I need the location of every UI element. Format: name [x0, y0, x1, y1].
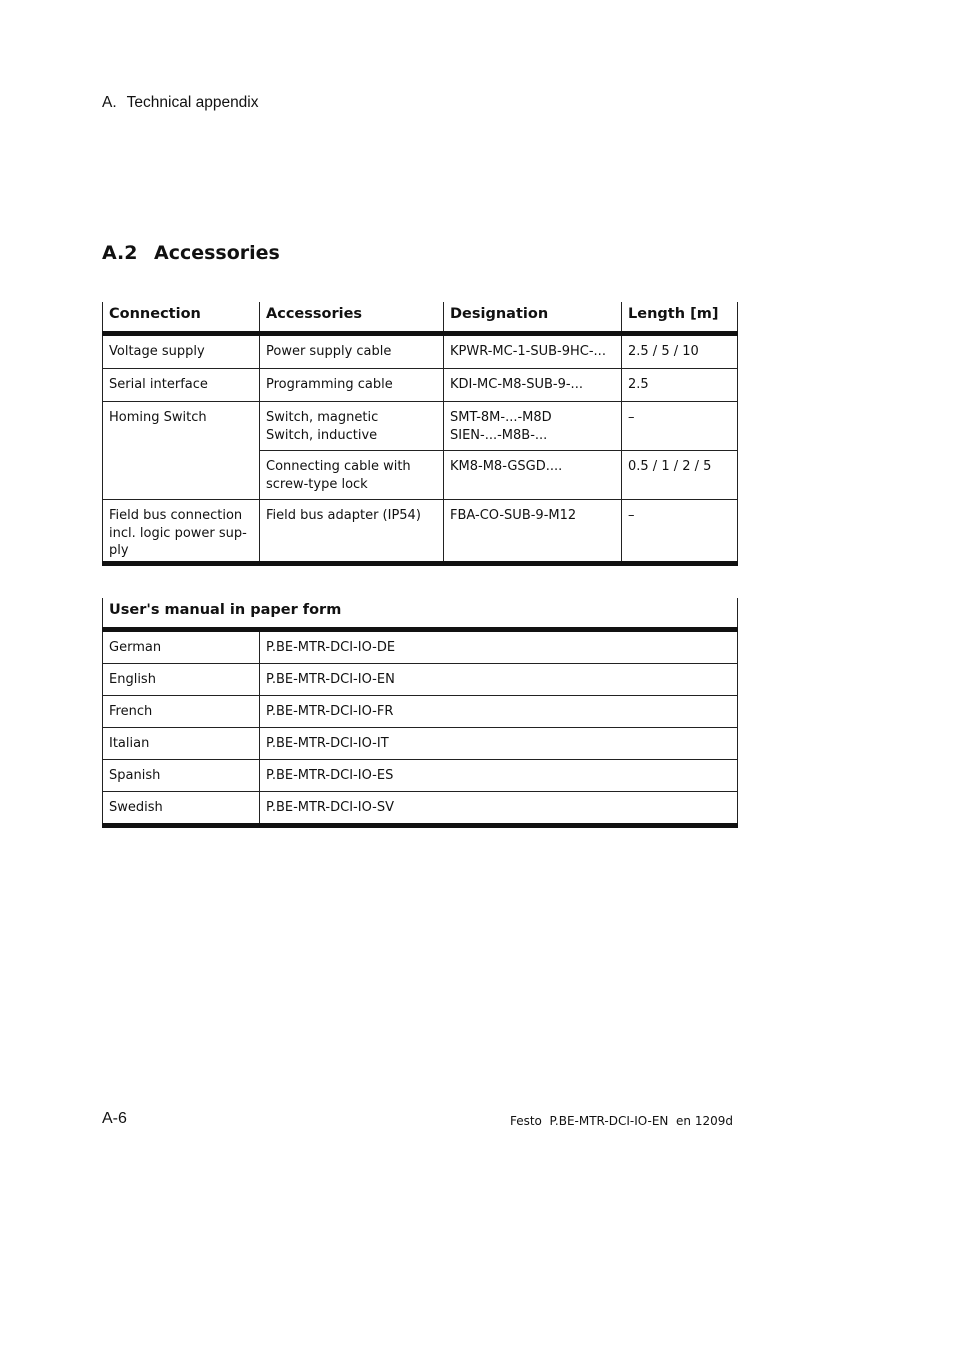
section-number: A.2	[102, 242, 138, 264]
table-row	[103, 728, 738, 760]
accessories-cell: Programming cable	[260, 369, 444, 402]
table-row	[103, 630, 738, 664]
language-cell: English	[103, 664, 260, 696]
accessories-table	[102, 302, 738, 566]
manual-designation-cell: P.BE-MTR-DCI-IO-FR	[260, 696, 738, 728]
length-cell: 2.5 / 5 / 10	[622, 334, 738, 369]
table-row	[103, 402, 738, 451]
designation-cell: KDI-MC-M8-SUB-9-...	[444, 369, 622, 402]
manual-designation-cell: P.BE-MTR-DCI-IO-ES	[260, 760, 738, 792]
language-cell: Italian	[103, 728, 260, 760]
length-cell: 2.5	[622, 369, 738, 402]
manual-designation-cell: P.BE-MTR-DCI-IO-EN	[260, 664, 738, 696]
page-number: A-6	[102, 1110, 127, 1127]
table-header-row	[103, 598, 738, 630]
designation-cell: KPWR-MC-1-SUB-9HC-...	[444, 334, 622, 369]
length-cell: –	[622, 402, 738, 451]
connection-cell: Voltage supply	[103, 334, 260, 369]
table-row	[103, 334, 738, 369]
accessory-line: screw-type lock	[266, 476, 368, 492]
table-header-row	[103, 302, 738, 334]
column-header-accessories: Accessories	[260, 302, 444, 334]
manual-designation-cell: P.BE-MTR-DCI-IO-DE	[260, 630, 738, 664]
connection-line: ply	[109, 543, 129, 558]
accessories-cell	[260, 451, 444, 500]
connection-cell: Serial interface	[103, 369, 260, 402]
language-cell: Spanish	[103, 760, 260, 792]
table-row	[103, 696, 738, 728]
manual-table	[102, 598, 738, 828]
table-row	[103, 792, 738, 826]
accessories-cell: Power supply cable	[260, 334, 444, 369]
manual-designation-cell: P.BE-MTR-DCI-IO-IT	[260, 728, 738, 760]
connection-line: Field bus connection	[109, 508, 243, 523]
document-reference: Festo P.BE-MTR-DCI-IO-EN en 1209d	[509, 1114, 733, 1128]
designation-line: SMT-8M-...-M8D	[450, 410, 552, 425]
designation-line: SIEN-...-M8B-...	[450, 427, 548, 443]
table-row	[103, 760, 738, 792]
column-header-designation: Designation	[444, 302, 622, 334]
column-header-length: Length [m]	[622, 302, 738, 334]
accessories-cell	[260, 402, 444, 451]
manual-designation-cell: P.BE-MTR-DCI-IO-SV	[260, 792, 738, 826]
connection-line: incl. logic power sup-	[109, 525, 247, 541]
connection-cell	[103, 500, 260, 564]
length-cell: 0.5 / 1 / 2 / 5	[622, 451, 738, 500]
language-cell: Swedish	[103, 792, 260, 826]
language-cell: French	[103, 696, 260, 728]
designation-cell: KM8-M8-GSGD....	[444, 451, 622, 500]
accessories-cell: Field bus adapter (IP54)	[260, 500, 444, 564]
designation-cell: FBA-CO-SUB-9-M12	[444, 500, 622, 564]
manual-table-header: User's manual in paper form	[103, 598, 738, 630]
accessory-line: Switch, magnetic	[266, 410, 379, 425]
language-cell: German	[103, 630, 260, 664]
running-header	[102, 94, 259, 112]
table-row	[103, 369, 738, 402]
table-row	[103, 664, 738, 696]
length-cell: –	[622, 500, 738, 564]
accessory-line: Connecting cable with	[266, 459, 411, 474]
table-row	[103, 500, 738, 564]
chapter-title: Technical appendix	[126, 94, 259, 111]
chapter-number: A.	[102, 94, 117, 111]
section-heading	[102, 242, 280, 264]
connection-cell: Homing Switch	[103, 402, 260, 500]
section-title: Accessories	[154, 242, 280, 264]
column-header-connection: Connection	[103, 302, 260, 334]
designation-cell	[444, 402, 622, 451]
accessory-line: Switch, inductive	[266, 427, 378, 443]
